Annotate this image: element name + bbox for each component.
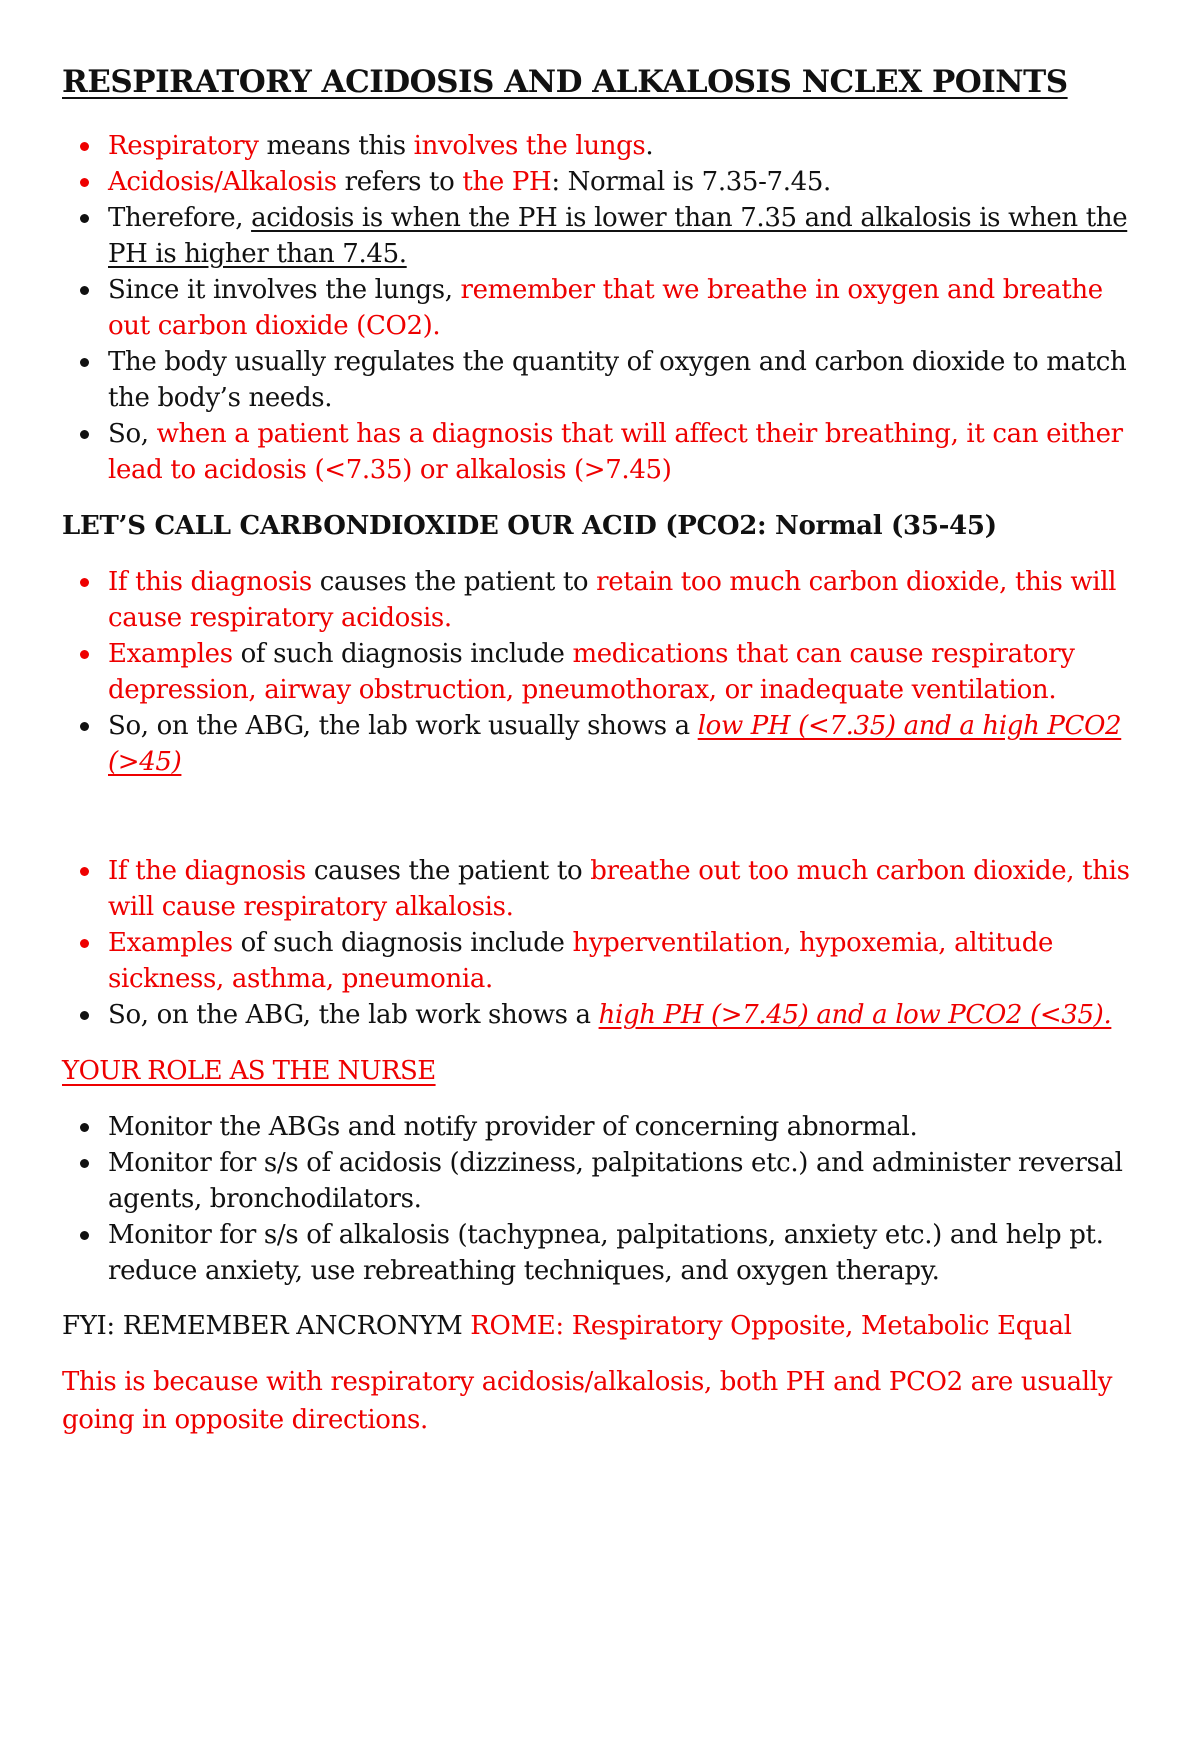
intro-list <box>62 128 1142 488</box>
bullet-icon <box>80 178 89 187</box>
list-item: If this diagnosis causes the patient to retain too much carbon dioxide, this will cause respiratory acidosis. <box>62 564 1142 636</box>
bullet-icon <box>80 430 89 439</box>
acidosis-list <box>62 564 1142 780</box>
alkalosis-list <box>62 853 1142 1033</box>
bullet-icon <box>80 1231 89 1240</box>
fyi-note: FYI: REMEMBER ANCRONYM ROME: Respiratory Opposite, Metabolic Equal <box>62 1311 1072 1341</box>
bullet-icon <box>80 358 89 367</box>
acid-heading: LET’S CALL CARBONDIOXIDE OUR ACID (PCO2: Normal (35-45) <box>62 511 997 541</box>
bullet-icon <box>80 578 89 587</box>
list-item: If the diagnosis causes the patient to breathe out too much carbon dioxide, this will cause respiratory alkalosis. <box>62 853 1142 925</box>
list-item: Monitor for s/s of alkalosis (tachypnea, palpitations, anxiety etc.) and help pt. reduce anxiety, use rebreathing techniques, and oxygen therapy. <box>62 1217 1142 1289</box>
spacer <box>62 780 1142 853</box>
list-item: Since it involves the lungs, remember that we breathe in oxygen and breathe out carbon dioxide (CO2). <box>62 272 1142 344</box>
closing-note: This is because with respiratory acidosis/alkalosis, both PH and PCO2 are usually going in opposite directions. <box>62 1367 1113 1435</box>
list-item: So, on the ABG, the lab work usually shows a low PH (<7.35) and a high PCO2 (>45) <box>62 708 1142 780</box>
nurse-list <box>62 1109 1142 1289</box>
nurse-heading: YOUR ROLE AS THE NURSE <box>62 1056 436 1086</box>
bullet-icon <box>80 286 89 295</box>
list-item: Respiratory means this involves the lungs. <box>62 128 1142 164</box>
list-item: So, when a patient has a diagnosis that will affect their breathing, it can either lead to acidosis (<7.35) or alkalosis (>7.45) <box>62 416 1142 488</box>
bullet-icon <box>80 1159 89 1168</box>
bullet-icon <box>80 142 89 151</box>
bullet-icon <box>80 214 89 223</box>
page-title: RESPIRATORY ACIDOSIS AND ALKALOSIS NCLEX POINTS <box>62 64 1068 100</box>
list-item: Monitor for s/s of acidosis (dizziness, palpitations etc.) and administer reversal agents, bronchodilators. <box>62 1145 1142 1217</box>
bullet-icon <box>80 722 89 731</box>
list-item: The body usually regulates the quantity of oxygen and carbon dioxide to match the body’s needs. <box>62 344 1142 416</box>
bullet-icon <box>80 1011 89 1020</box>
bullet-icon <box>80 867 89 876</box>
list-item: Therefore, acidosis is when the PH is lower than 7.35 and alkalosis is when the PH is higher than 7.45. <box>62 200 1142 272</box>
list-item: Examples of such diagnosis include medications that can cause respiratory depression, airway obstruction, pneumothorax, or inadequate ventilation. <box>62 636 1142 708</box>
bullet-icon <box>80 1123 89 1132</box>
list-item: Examples of such diagnosis include hyperventilation, hypoxemia, altitude sickness, asthma, pneumonia. <box>62 925 1142 997</box>
list-item: Monitor the ABGs and notify provider of concerning abnormal. <box>62 1109 1142 1145</box>
list-item: So, on the ABG, the lab work shows a high PH (>7.45) and a low PCO2 (<35). <box>62 997 1142 1033</box>
document-page <box>62 58 1142 1439</box>
bullet-icon <box>80 650 89 659</box>
bullet-icon <box>80 939 89 948</box>
list-item: Acidosis/Alkalosis refers to the PH: Normal is 7.35-7.45. <box>62 164 1142 200</box>
